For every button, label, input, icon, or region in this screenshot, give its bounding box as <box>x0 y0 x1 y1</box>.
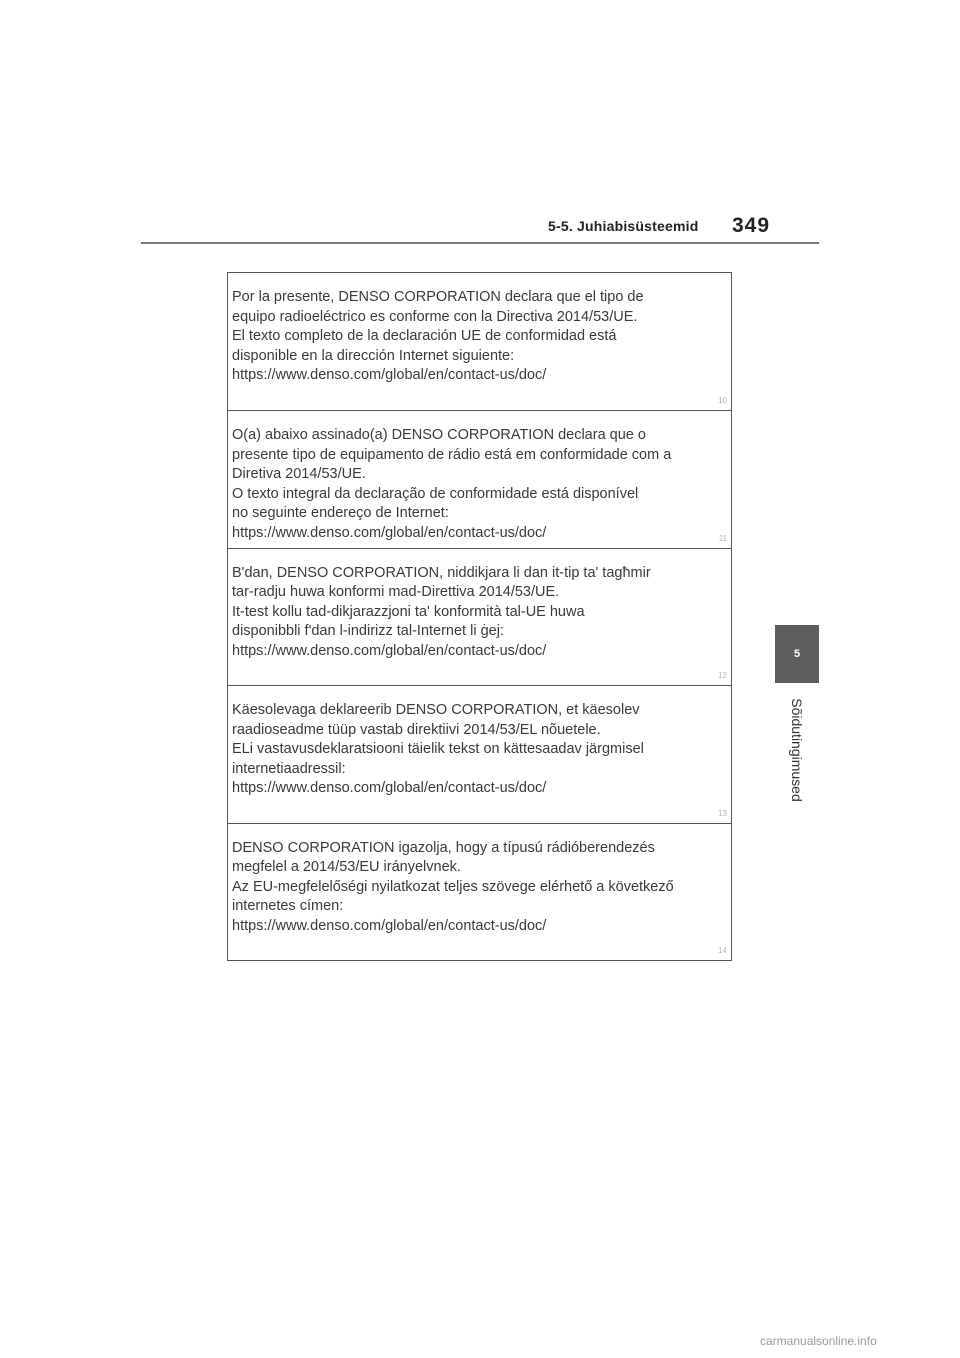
declaration-url: https://www.denso.com/global/en/contact-us/doc/ <box>232 524 547 541</box>
declaration-line: equipo radioeléctrico es conforme con la Directiva 2014/53/UE. <box>232 308 638 325</box>
declaration-line: disponibbli f'dan l-indirizz tal-Internet li ġej: <box>232 623 504 640</box>
chapter-label: Sõidutingimused <box>789 698 805 802</box>
declaration-line: O(a) abaixo assinado(a) DENSO CORPORATION declara que o <box>232 427 646 444</box>
declaration-estonian <box>228 685 731 822</box>
block-index: 12 <box>718 671 727 681</box>
chapter-tab <box>775 625 819 683</box>
block-index: 11 <box>718 533 727 543</box>
declaration-line: raadioseadme tüüp vastab direktiivi 2014/53/EL nõuetele. <box>232 721 601 738</box>
declaration-line: It-test kollu tad-dikjarazzjoni ta' konformità tal-UE huwa <box>232 603 585 620</box>
declaration-url: https://www.denso.com/global/en/contact-us/doc/ <box>232 780 547 797</box>
declaration-line: El texto completo de la declaración UE de conformidad está <box>232 328 617 344</box>
declaration-url: https://www.denso.com/global/en/contact-us/doc/ <box>232 642 547 659</box>
declaration-line: Por la presente, DENSO CORPORATION declara que el tipo de <box>232 289 644 305</box>
declaration-line: internetes címen: <box>232 898 344 915</box>
declaration-line: megfelel a 2014/53/EU irányelvnek. <box>232 859 461 876</box>
chapter-number: 5 <box>793 648 801 660</box>
declaration-line: no seguinte endereço de Internet: <box>232 505 449 522</box>
declaration-url: https://www.denso.com/global/en/contact-us/doc/ <box>232 367 547 383</box>
declaration-line: ELi vastavusdeklaratsiooni täielik tekst on kättesaadav järgmisel <box>232 741 644 758</box>
declaration-line: Diretiva 2014/53/UE. <box>232 466 366 483</box>
declaration-line: B'dan, DENSO CORPORATION, niddikjara li dan it-tip ta' tagħmir <box>232 564 651 581</box>
section-title: 5-5. Juhiabisüsteemid <box>548 218 699 234</box>
declaration-spanish <box>228 273 731 410</box>
declarations-box <box>227 272 732 961</box>
declaration-line: O texto integral da declaração de conformidade está disponível <box>232 485 639 502</box>
block-index: 10 <box>718 396 727 406</box>
declaration-url: https://www.denso.com/global/en/contact-us/doc/ <box>232 917 547 934</box>
watermark: carmanualsonline.info <box>760 1334 877 1348</box>
declaration-line: DENSO CORPORATION igazolja, hogy a típusú rádióberendezés <box>232 839 655 856</box>
header-rule <box>141 242 819 244</box>
declaration-line: Käesolevaga deklareerib DENSO CORPORATION, et käesolev <box>232 702 640 719</box>
declaration-line: Az EU-megfelelőségi nyilatkozat teljes szövege elérhető a következő <box>232 878 674 895</box>
block-index: 13 <box>718 808 727 818</box>
declaration-maltese <box>228 548 731 685</box>
block-index: 14 <box>718 945 727 955</box>
declaration-hungarian <box>228 823 731 960</box>
declaration-line: presente tipo de equipamento de rádio está em conformidade com a <box>232 446 672 463</box>
page-number: 349 <box>732 214 771 237</box>
declaration-line: tar-radju huwa konformi mad-Direttiva 2014/53/UE. <box>232 584 560 601</box>
declaration-portuguese <box>228 410 731 547</box>
declaration-line: internetiaadressil: <box>232 760 346 777</box>
declaration-line: disponible en la dirección Internet siguiente: <box>232 347 515 364</box>
